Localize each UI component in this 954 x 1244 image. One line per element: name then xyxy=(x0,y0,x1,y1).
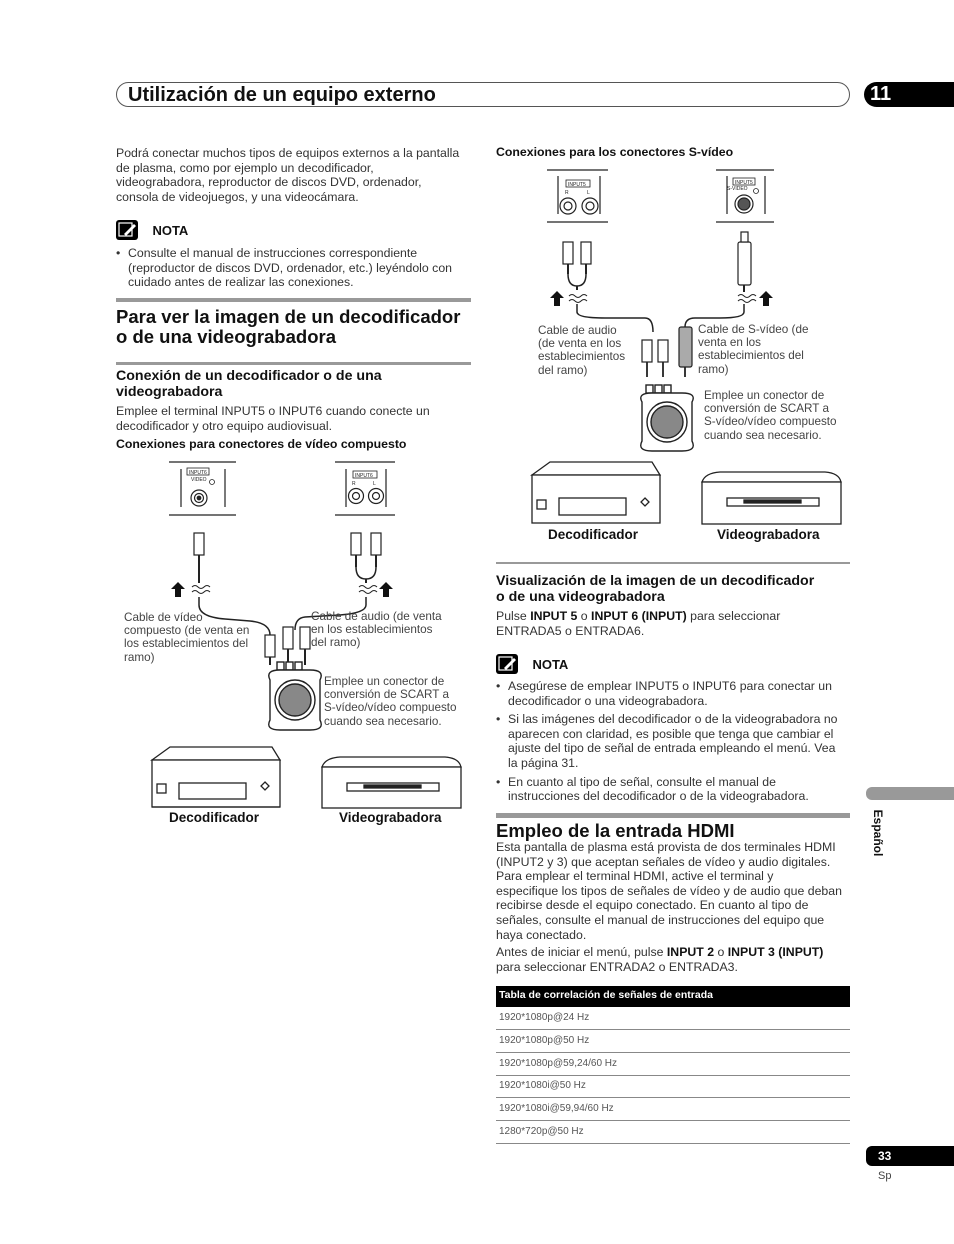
note-line: ajuste del tipo de señal de entrada empleando el menú. Vea xyxy=(508,741,836,756)
intro-line: consola de videojuegos, y una videocámara. xyxy=(116,189,359,204)
table-row: 1920*1080p@59,24/60 Hz xyxy=(496,1053,850,1076)
note-line: la página 31. xyxy=(508,755,579,770)
scart-note-line: Emplee un conector de xyxy=(324,675,445,688)
hdmi-line: (INPUT2 y 3) que aceptan señales de vídeo y audio digitales. xyxy=(496,854,831,869)
note-bullet xyxy=(496,775,856,804)
note-bullet xyxy=(116,246,476,290)
header-title-bar xyxy=(116,82,850,107)
jack2-label: INPUT5 xyxy=(735,180,753,186)
vcr-label-right: Videograbadora xyxy=(717,527,820,542)
note-pencil-icon xyxy=(116,220,138,240)
input2-key: INPUT 2 xyxy=(666,945,715,960)
vis-title-line: o de una videograbadora xyxy=(496,588,665,605)
table-header-text: Tabla de correlación de señales de entrada xyxy=(499,989,713,1001)
cable-audio-label xyxy=(311,610,461,650)
note-title: NOTA xyxy=(152,222,189,238)
cable-video-line: ramo) xyxy=(124,650,155,664)
page-title: Utilización de un equipo externo xyxy=(128,84,436,106)
scart-note-line: conversión de SCART a xyxy=(704,402,829,416)
note-header-right xyxy=(496,654,568,674)
scart-note-line: S-vídeo/vídeo compuesto xyxy=(704,415,837,429)
cable-audio-line: establecimientos xyxy=(538,350,626,364)
vis-text-mid: o xyxy=(577,609,592,623)
vis-title-line: Visualización de la imagen de un decodificador xyxy=(496,573,815,589)
table-row: 1280*720p@50 Hz xyxy=(496,1121,850,1144)
cable-audio-line: del ramo) xyxy=(538,363,588,377)
input6-key: INPUT 6 (INPUT) xyxy=(591,609,687,623)
cable-video-line: los establecimientos del xyxy=(124,637,249,651)
jack1-label: INPUT5 xyxy=(568,182,586,188)
cable-video-label xyxy=(124,611,264,664)
section-title-line: o de una videograbadora xyxy=(116,325,336,347)
hdmi-line2: para seleccionar ENTRADA2 o ENTRADA3. xyxy=(496,959,738,974)
input5-key: INPUT 5 xyxy=(530,609,578,623)
cable-video-line: compuesto (de venta en xyxy=(124,624,250,638)
scart-note-right xyxy=(704,389,854,442)
hdmi-line: señales, consulte el manual de instrucciones del equipo que xyxy=(496,912,825,927)
note-header xyxy=(116,220,188,240)
note-line: instrucciones del decodificador o de la videograbadora. xyxy=(508,789,809,804)
input3-key: INPUT 3 (INPUT) xyxy=(727,945,824,960)
vis-text-pre: Pulse xyxy=(496,609,531,623)
note-line: • Consulte el manual de instrucciones correspondiente xyxy=(128,246,418,260)
jack2-l: L xyxy=(373,481,376,487)
vis-text-post: para seleccionar xyxy=(686,609,781,623)
intro-line: de plasma, como por ejemplo un decodificador, xyxy=(116,160,374,175)
vis-text-line2: ENTRADA5 o ENTRADA6. xyxy=(496,623,645,638)
note-pencil-icon xyxy=(496,654,518,674)
note-line: decodificador o una videograbadora. xyxy=(508,693,708,708)
hdmi-title: Empleo de la entrada HDMI xyxy=(496,820,735,841)
vis-rule xyxy=(496,562,850,564)
cable-svideo-line: establecimientos del xyxy=(698,349,804,363)
intro-paragraph xyxy=(116,146,476,204)
note-line: • Asegúrese de emplear INPUT5 o INPUT6 para conectar un xyxy=(508,679,832,693)
hdmi-line: Para emplear el terminal HDMI, active el terminal y xyxy=(496,869,774,884)
table-row: 1920*1080i@59,94/60 Hz xyxy=(496,1098,850,1121)
page-number: 33 xyxy=(878,1149,892,1163)
vis-title xyxy=(496,574,856,605)
cable-audio-line: Cable de audio (de venta xyxy=(311,610,442,623)
signal-table-header xyxy=(496,986,850,1007)
hdmi-rule xyxy=(496,813,850,818)
scart-note-left xyxy=(324,675,474,728)
diagram-caption-composite: Conexiones para conectores de vídeo compuesto xyxy=(116,437,407,451)
note-bullets-right xyxy=(496,679,856,804)
subsection-text xyxy=(116,404,476,433)
chapter-number: 11 xyxy=(870,83,892,105)
hdmi-mid: o xyxy=(714,945,728,960)
cable-audio-label-right xyxy=(538,324,648,377)
note-line: • En cuanto al tipo de señal, consulte el manual de xyxy=(508,774,776,789)
cable-audio-line: Cable de audio xyxy=(538,324,617,337)
cable-audio-line: (de venta en los xyxy=(538,337,622,351)
hdmi-line: especifique los tipos de señales de vídeo y de audio que deban xyxy=(496,883,842,898)
vis-text xyxy=(496,609,856,638)
section-title-line: Para ver la imagen de un decodificador xyxy=(116,306,461,327)
scart-note-line: Emplee un conector de xyxy=(704,389,825,402)
language-label: Español xyxy=(871,809,885,857)
note-line: (reproductor de discos DVD, ordenador, etc.) leyéndolo con xyxy=(128,260,452,275)
lang-code: Sp xyxy=(878,1170,892,1182)
intro-line: Podrá conectar muchos tipos de equipos externos a la pantalla xyxy=(116,146,460,160)
jack1-label: INPUT6 xyxy=(189,470,207,476)
scart-note-line: conversión de SCART a xyxy=(324,688,449,702)
jack2-sub: S-VIDEO xyxy=(727,186,748,192)
note-line: aparecen con claridad, es posible que tenga que cambiar el xyxy=(508,726,834,741)
subsection-title-line: Conexión de un decodificador o de una xyxy=(116,368,382,384)
decoder-label-left: Decodificador xyxy=(169,810,260,825)
subsection-rule xyxy=(116,362,471,365)
chapter-tab xyxy=(864,82,954,107)
cable-svideo-label xyxy=(698,323,838,376)
jack1-r: R xyxy=(565,190,569,196)
table-row: 1920*1080i@50 Hz xyxy=(496,1075,850,1098)
section-title xyxy=(116,307,476,346)
section-rule xyxy=(116,298,471,302)
subsection-title-line: videograbadora xyxy=(116,383,223,400)
scart-note-line: S-vídeo/vídeo compuesto xyxy=(324,701,457,715)
cable-audio-line: en los establecimientos xyxy=(311,623,433,637)
subsection-line: Emplee el terminal INPUT5 o INPUT6 cuando conecte un xyxy=(116,404,430,418)
scart-note-line: cuando sea necesario. xyxy=(324,714,442,728)
note-line: cuidado antes de realizar las conexiones. xyxy=(128,275,354,290)
jack2-r: R xyxy=(352,481,356,487)
cable-audio-line: del ramo) xyxy=(311,636,361,650)
note-bullet xyxy=(496,712,856,770)
cable-svideo-line: ramo) xyxy=(698,362,729,376)
cable-svideo-line: Cable de S-vídeo (de xyxy=(698,323,809,336)
hdmi-line: haya conectado. xyxy=(496,927,587,942)
intro-line: videograbadora, reproductor de discos DVD, ordenador, xyxy=(116,175,422,190)
note-bullet xyxy=(496,679,856,708)
note-line: • Si las imágenes del decodificador o de la videograbadora no xyxy=(508,712,838,727)
note-title: NOTA xyxy=(532,656,569,672)
hdmi-line: Esta pantalla de plasma está provista de dos terminales HDMI xyxy=(496,840,836,854)
table-row: 1920*1080p@24 Hz xyxy=(496,1007,850,1030)
page-number-tab xyxy=(866,1146,954,1166)
jack1-l: L xyxy=(587,190,590,196)
scart-note-line: cuando sea necesario. xyxy=(704,428,822,442)
vcr-label-left: Videograbadora xyxy=(339,810,442,825)
jack2-label: INPUT6 xyxy=(355,473,373,479)
subsection-line: decodificador y otro equipo audiovisual. xyxy=(116,418,333,433)
hdmi-text xyxy=(496,840,856,974)
jack1-sub: VIDEO xyxy=(191,477,207,483)
table-row: 1920*1080p@50 Hz xyxy=(496,1030,850,1053)
hdmi-line: recibirse desde el equipo conectado. En cuanto al tipo de xyxy=(496,898,809,913)
cable-video-line: Cable de vídeo xyxy=(124,611,203,624)
diagram-caption-svideo: Conexiones para los conectores S-vídeo xyxy=(496,145,734,159)
hdmi-pre: Antes de iniciar el menú, pulse xyxy=(496,945,667,960)
cable-svideo-line: venta en los xyxy=(698,336,762,350)
decoder-label-right: Decodificador xyxy=(548,527,639,542)
subsection-title xyxy=(116,369,476,400)
